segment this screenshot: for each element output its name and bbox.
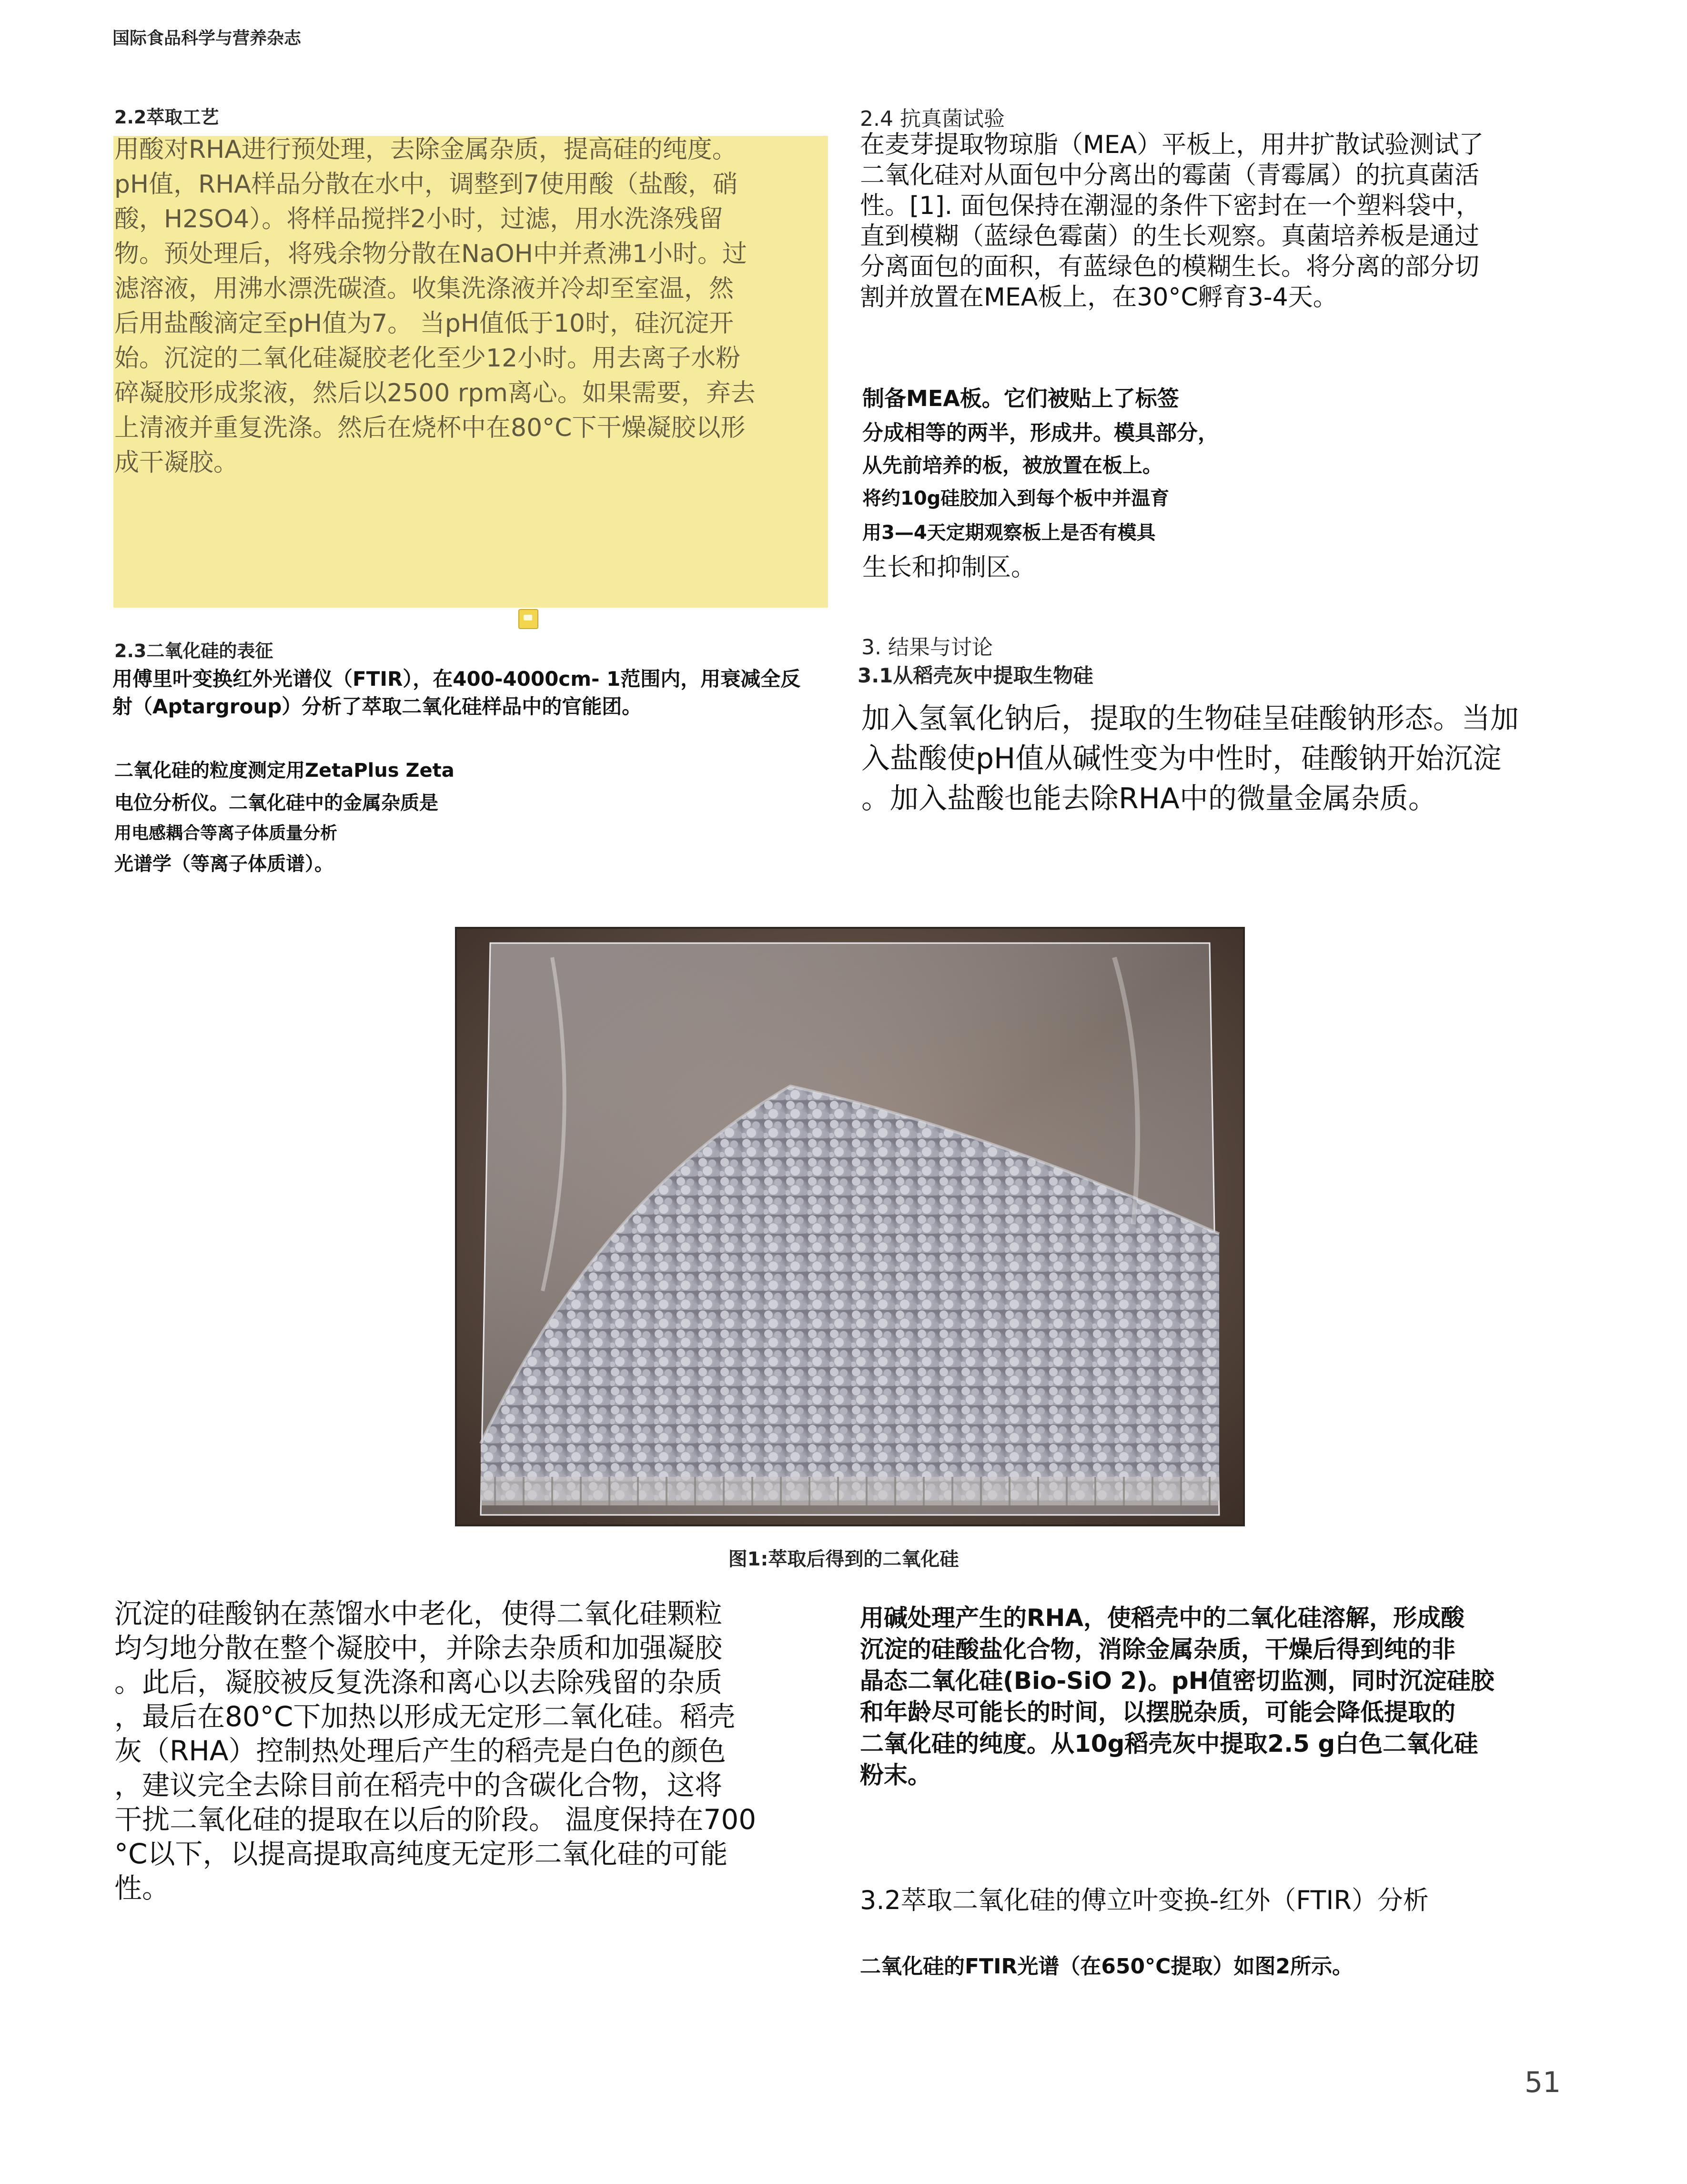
text-line: 沉淀的硅酸盐化合物，消除金属杂质，干燥后得到纯的非 [860,1635,1455,1663]
text-line: 用电感耦合等离子体质量分析 [114,823,338,843]
text-line: 物。预处理后，将残余物分散在NaOH中并煮沸1小时。过 [114,240,747,268]
text-line: 分离面包的面积，有蓝绿色的模糊生长。将分离的部分切 [860,253,1480,281]
text-line: °C以下，以提高提取高纯度无定形二氧化硅的可能 [114,1838,728,1870]
text-line: 沉淀的硅酸钠在蒸馏水中老化，使得二氧化硅颗粒 [114,1597,723,1630]
text-line: ，最后在80°C下加热以形成无定形二氧化硅。稻壳 [114,1700,736,1733]
text-line: 二氧化硅的纯度。从10g稻壳灰中提取2.5 g白色二氧化硅 [860,1730,1478,1757]
section-2-4-body-2 [862,381,1219,583]
section-3-1-body [861,699,1519,819]
text-line: 粉末。 [860,1761,931,1789]
section-2-3-body [112,665,800,721]
text-line: 分成相等的两半，形成井。模具部分， [862,421,1219,445]
text-line: 和年龄尽可能长的时间，以摆脱杂质，可能会降低提取的 [860,1698,1455,1726]
section-3-2-heading: 3.2萃取二氧化硅的傅立叶变换-红外（FTIR）分析 [860,1885,1429,1915]
text-line: 二氧化硅对从面包中分离出的霉菌（青霉属）的抗真菌活 [860,161,1480,190]
section-2-3-body-2 [114,758,455,877]
page-number: 51 [1525,2066,1561,2099]
text-line: 均匀地分散在整个凝胶中，并除去杂质和加强凝胶 [114,1632,723,1664]
bottom-left-paragraph [114,1596,756,1905]
section-3-heading: 3. 结果与讨论 [861,635,993,660]
text-line: 灰（RHA）控制热处理后产生的稻壳是白色的颜色 [114,1735,726,1767]
section-2-2-heading: 2.2萃取工艺 [114,107,219,128]
section-2-4-body [860,130,1484,313]
text-line: 在麦芽提取物琼脂（MEA）平板上，用井扩散试验测试了 [860,131,1484,159]
text-line: 射（Aptargroup）分析了萃取二氧化硅样品中的官能团。 [112,695,642,718]
text-line: 用酸对RHA进行预处理，去除金属杂质，提高硅的纯度。 [114,135,737,164]
text-line: 酸，H2SO4）。将样品搅拌2小时，过滤，用水洗涤残留 [114,205,724,234]
text-line: ，建议完全去除目前在稻壳中的含碳化合物，这将 [114,1769,723,1801]
text-line: 。加入盐酸也能去除RHA中的微量金属杂质。 [861,782,1437,815]
text-line: 干扰二氧化硅的提取在以后的阶段。 温度保持在700 [114,1803,757,1836]
text-line: 。此后，凝胶被反复洗涤和离心以去除残留的杂质 [114,1666,723,1698]
text-line: 碎凝胶形成浆液，然后以2500 rpm离心。如果需要，弃去 [114,379,756,407]
section-3-1-heading: 3.1从稻壳灰中提取生物硅 [858,664,1093,687]
bottom-right-paragraph [860,1602,1495,1791]
text-line: 滤溶液，用沸水漂洗碳渣。收集洗涤液并冷却至室温，然 [114,274,734,303]
figure-1-photo [455,927,1245,1526]
text-line: 用傅里叶变换红外光谱仪（FTIR），在400-4000cm- 1范围内，用衰减全反 [112,667,801,691]
text-line: 用碱处理产生的RHA，使稻壳中的二氧化硅溶解，形成酸 [860,1604,1465,1632]
text-line: 光谱学（等离子体质谱）。 [114,853,333,875]
text-line: 制备MEA板。它们被贴上了标签 [862,386,1179,411]
text-line: 二氧化硅的粒度测定用ZetaPlus Zeta [114,760,455,782]
section-2-3-heading: 2.3二氧化硅的表征 [114,640,273,661]
journal-title: 国际食品科学与营养杂志 [112,29,302,48]
text-line: 性。[1]. 面包保持在潮湿的条件下密封在一个塑料袋中， [860,192,1481,220]
section-2-4-heading: 2.4 抗真菌试验 [860,107,1005,131]
text-line: 性。 [114,1872,170,1904]
text-line: 加入氢氧化钠后，提取的生物硅呈硅酸钠形态。当加 [861,702,1519,735]
section-2-2-body [114,132,756,480]
text-line: 生长和抑制区。 [862,553,1036,582]
text-line: 晶态二氧化硅(Bio-SiO 2)。pH值密切监测，同时沉淀硅胶 [860,1667,1495,1695]
text-line: 电位分析仪。二氧化硅中的金属杂质是 [114,792,438,814]
comment-note-icon[interactable] [518,609,538,629]
text-line: 用3—4天定期观察板上是否有模具 [862,522,1156,544]
text-line: 割并放置在MEA板上，在30°C孵育3-4天。 [860,283,1338,312]
text-line: 直到模糊（蓝绿色霉菌）的生长观察。真菌培养板是通过 [860,222,1480,251]
silica-bag-image [457,929,1243,1524]
text-line: 从先前培养的板，被放置在板上。 [862,454,1163,477]
text-line: 后用盐酸滴定至pH值为7。 当pH值低于10时，硅沉淀开 [114,309,734,338]
text-line: 上清液并重复洗涤。然后在烧杯中在80°C下干燥凝胶以形 [114,414,746,442]
text-line: 将约10g硅胶加入到每个板中并温育 [862,488,1170,509]
figure-1-caption: 图1:萃取后得到的二氧化硅 [728,1548,959,1570]
text-line: 入盐酸使pH值从碱性变为中性时，硅酸钠开始沉淀 [861,742,1502,775]
text-line: 始。沉淀的二氧化硅凝胶老化至少12小时。用去离子水粉 [114,344,741,373]
figure-2-reference: 二氧化硅的FTIR光谱（在650°C提取）如图2所示。 [860,1954,1354,1979]
text-line: 成干凝胶。 [114,448,239,477]
text-line: pH值，RHA样品分散在水中，调整到7使用酸（盐酸，硝 [114,170,737,199]
